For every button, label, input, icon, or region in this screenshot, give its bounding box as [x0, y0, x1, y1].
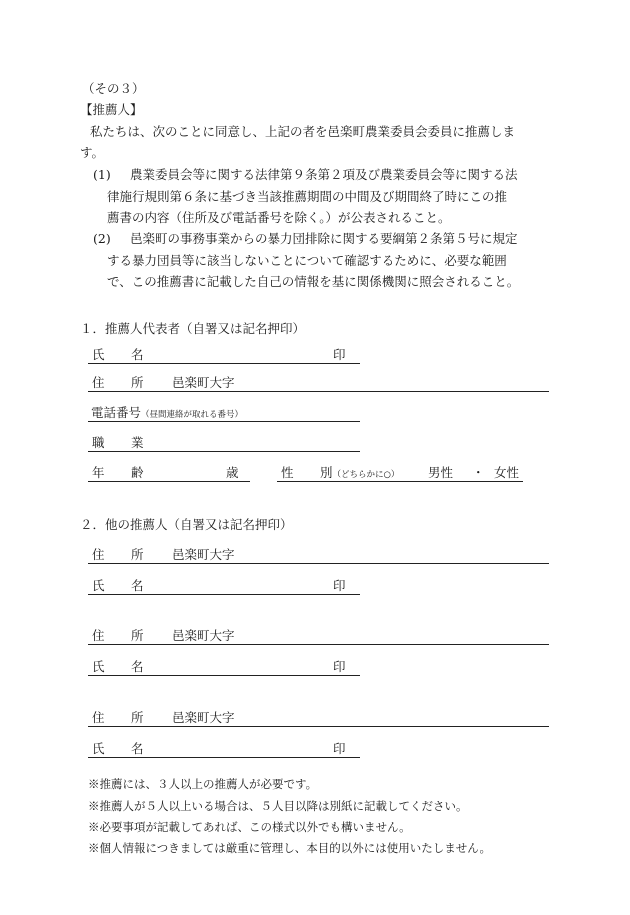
rep-sex-separator: ・	[472, 465, 485, 480]
note-3: ※必要事項が記載してあれば、この様式以外でも構いません。	[88, 820, 411, 834]
rep-address-prefix: 邑楽町大字	[172, 375, 235, 390]
other2-name-label-b: 名	[131, 659, 144, 674]
rep-name-label-b: 名	[131, 347, 144, 362]
other1-name-field[interactable]	[88, 594, 360, 595]
other1-address-field[interactable]	[88, 563, 549, 564]
other1-name-label-b: 名	[131, 578, 144, 593]
rep-job-field[interactable]	[88, 451, 360, 452]
rep-address-label-a: 住	[92, 375, 105, 390]
rep-name-label-a: 氏	[92, 347, 105, 362]
rep-job-label-a: 職	[92, 435, 105, 450]
other2-address-field[interactable]	[88, 644, 549, 645]
other1-seal-mark: 印	[333, 578, 346, 593]
other1-name-label-a: 氏	[92, 578, 105, 593]
other2-seal-mark: 印	[333, 659, 346, 674]
other3-name-label-a: 氏	[92, 741, 105, 756]
representative-heading: １．推薦人代表者（自署又は記名押印）	[80, 321, 306, 336]
rep-age-label-a: 年	[92, 465, 105, 480]
rep-sex-note: （どちらかに○）	[332, 470, 400, 480]
rep-age-field[interactable]	[88, 481, 250, 482]
rep-sex-label-a: 性	[281, 465, 294, 480]
other3-address-label-b: 所	[131, 710, 144, 725]
rep-age-unit: 歳	[226, 465, 239, 480]
other3-name-label-b: 名	[131, 741, 144, 756]
other1-address-prefix: 邑楽町大字	[172, 547, 235, 562]
note-2: ※推薦人が５人以上いる場合は、５人目以降は別紙に記載してください。	[88, 799, 468, 813]
condition-1-line-1: 農業委員会等に関する法律第９条第２項及び農業委員会等に関する法	[130, 167, 518, 182]
other3-name-field[interactable]	[88, 757, 360, 758]
rep-sex-option-male[interactable]: 男性	[428, 465, 454, 480]
section-label: 【推薦人】	[80, 102, 143, 117]
rep-sex-option-female[interactable]: 女性	[494, 465, 520, 480]
intro-line-2: す。	[80, 145, 105, 160]
rep-address-field[interactable]	[88, 391, 549, 392]
rep-seal-mark: 印	[333, 347, 346, 362]
rep-phone-label-text: 電話番号	[91, 405, 142, 420]
rep-age-label-b: 齢	[131, 465, 144, 480]
other2-address-label-a: 住	[92, 628, 105, 643]
other3-address-prefix: 邑楽町大字	[172, 710, 235, 725]
condition-1-number: (1)	[93, 167, 111, 182]
rep-sex-field	[277, 481, 523, 482]
others-heading: ２．他の推薦人（自署又は記名押印）	[80, 517, 293, 532]
condition-2-line-1: 邑楽町の事務事業からの暴力団排除に関する要綱第２条第５号に規定	[130, 231, 518, 246]
condition-2-line-3: で、この推薦書に記載した自己の情報を基に関係機関に照会されること。	[107, 274, 520, 289]
rep-name-field[interactable]	[88, 363, 360, 364]
rep-address-label-b: 所	[131, 375, 144, 390]
condition-2-line-2: する暴力団員等に該当しないことについて確認するために、必要な範囲	[107, 253, 507, 268]
intro-line-1: 私たちは、次のことに同意し、上記の者を邑楽町農業委員会委員に推薦しま	[90, 124, 516, 139]
condition-1-line-3: 薦書の内容（住所及び電話番号を除く。）が公表されること。	[107, 210, 451, 225]
note-4: ※個人情報につきましては厳重に管理し、本目的以外には使用いたしません。	[88, 841, 491, 855]
condition-2-number: (2)	[93, 231, 111, 246]
other2-address-label-b: 所	[131, 628, 144, 643]
rep-job-label-b: 業	[131, 435, 144, 450]
other3-address-field[interactable]	[88, 726, 549, 727]
other2-name-label-a: 氏	[92, 659, 105, 674]
part-label: （その３）	[82, 81, 145, 96]
other1-address-label-a: 住	[92, 547, 105, 562]
other2-address-prefix: 邑楽町大字	[172, 628, 235, 643]
rep-sex-label-b: 別	[320, 465, 333, 480]
condition-1-line-2: 律施行規則第６条に基づき当該推薦期間の中間及び期間終了時にこの推	[107, 189, 508, 204]
other3-seal-mark: 印	[333, 741, 346, 756]
rep-phone-field[interactable]	[88, 421, 360, 422]
other1-address-label-b: 所	[131, 547, 144, 562]
rep-phone-note: （昼間連絡が取れる番号）	[141, 410, 244, 420]
other3-address-label-a: 住	[92, 710, 105, 725]
other2-name-field[interactable]	[88, 675, 360, 676]
note-1: ※推薦には、３人以上の推薦人が必要です。	[88, 777, 318, 791]
